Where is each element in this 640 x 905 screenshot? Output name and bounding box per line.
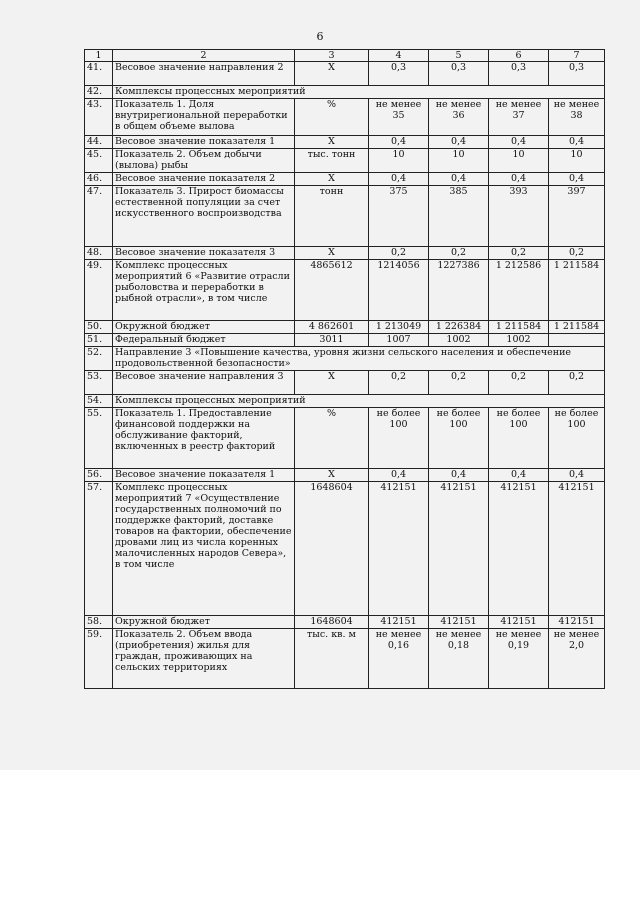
- value-cell: 1 211584: [549, 260, 605, 321]
- unit-cell: 1648604: [295, 616, 369, 629]
- value-cell: 1002: [489, 334, 549, 347]
- indicator-name: Показатель 2. Объем ввода (приобретения) жилья для граждан, проживающих на сельских территориях: [113, 629, 295, 689]
- unit-cell: %: [295, 408, 369, 469]
- unit-cell: тыс. кв. м: [295, 629, 369, 689]
- table-row: [85, 469, 605, 482]
- row-number: 56.: [85, 469, 113, 482]
- table-row: [85, 616, 605, 629]
- value-cell: 1 211584: [549, 321, 605, 334]
- value-cell: 412151: [549, 482, 605, 616]
- indicator-name: Комплекс процессных мероприятий 6 «Развитие отрасли рыболовства и переработки в рыбной отрасли», в том числе: [113, 260, 295, 321]
- table-row: [85, 99, 605, 136]
- row-number: 53.: [85, 371, 113, 395]
- indicator-name: Комплекс процессных мероприятий 7 «Осуществление государственных полномочий по поддержке факторий, доставке товаров на фактории, обеспечение дровами лиц из числа коренных малочисленных народов Севера», в том числе: [113, 482, 295, 616]
- value-cell: не более 100: [549, 408, 605, 469]
- unit-cell: 4 862601: [295, 321, 369, 334]
- value-cell: 10: [549, 149, 605, 173]
- section-title: Направление 3 «Повышение качества, уровня жизни сельского населения и обеспечение продовольственной безопасности»: [113, 347, 605, 371]
- value-cell: не менее 0,18: [429, 629, 489, 689]
- unit-cell: 1648604: [295, 482, 369, 616]
- section-title: Комплексы процессных мероприятий: [113, 395, 605, 408]
- value-cell: 0,4: [429, 173, 489, 186]
- value-cell: 1 226384: [429, 321, 489, 334]
- value-cell: 1 212586: [489, 260, 549, 321]
- unit-cell: Х: [295, 173, 369, 186]
- table-row: [85, 408, 605, 469]
- table-row: [85, 347, 605, 371]
- value-cell: 1214056: [369, 260, 429, 321]
- value-cell: 375: [369, 186, 429, 247]
- value-cell: 0,3: [369, 62, 429, 86]
- row-number: 51.: [85, 334, 113, 347]
- unit-cell: Х: [295, 136, 369, 149]
- value-cell: 397: [549, 186, 605, 247]
- indicator-name: Весовое значение показателя 2: [113, 173, 295, 186]
- value-cell: 0,4: [429, 136, 489, 149]
- value-cell: не менее 36: [429, 99, 489, 136]
- value-cell: 412151: [549, 616, 605, 629]
- value-cell: 0,2: [489, 247, 549, 260]
- table-row: [85, 260, 605, 321]
- value-cell: не менее 35: [369, 99, 429, 136]
- column-header: 1: [85, 50, 113, 62]
- indicator-name: Весовое значение показателя 3: [113, 247, 295, 260]
- indicator-name: Весовое значение показателя 1: [113, 136, 295, 149]
- table-row: [85, 371, 605, 395]
- row-number: 41.: [85, 62, 113, 86]
- table-row: [85, 334, 605, 347]
- column-header: 6: [489, 50, 549, 62]
- indicator-name: Окружной бюджет: [113, 321, 295, 334]
- indicators-table: [84, 49, 605, 689]
- value-cell: 1002: [429, 334, 489, 347]
- unit-cell: 4865612: [295, 260, 369, 321]
- value-cell: 0,4: [369, 469, 429, 482]
- value-cell: 10: [489, 149, 549, 173]
- value-cell: 0,2: [489, 371, 549, 395]
- section-title: Комплексы процессных мероприятий: [113, 86, 605, 99]
- unit-cell: Х: [295, 371, 369, 395]
- value-cell: 0,4: [549, 173, 605, 186]
- table-row: [85, 186, 605, 247]
- value-cell: 0,4: [369, 136, 429, 149]
- value-cell: 412151: [369, 616, 429, 629]
- table-row: [85, 62, 605, 86]
- indicator-name: Показатель 1. Предоставление финансовой поддержки на обслуживание факторий, включенных в реестр факторий: [113, 408, 295, 469]
- value-cell: 0,3: [429, 62, 489, 86]
- indicator-name: Показатель 1. Доля внутрирегиональной переработки в общем объеме вылова: [113, 99, 295, 136]
- value-cell: не менее 37: [489, 99, 549, 136]
- indicator-name: Федеральный бюджет: [113, 334, 295, 347]
- value-cell: 10: [369, 149, 429, 173]
- row-number: 58.: [85, 616, 113, 629]
- column-header: 5: [429, 50, 489, 62]
- row-number: 59.: [85, 629, 113, 689]
- value-cell: 1 211584: [489, 321, 549, 334]
- row-number: 46.: [85, 173, 113, 186]
- row-number: 42.: [85, 86, 113, 99]
- row-number: 52.: [85, 347, 113, 371]
- row-number: 47.: [85, 186, 113, 247]
- indicator-name: Окружной бюджет: [113, 616, 295, 629]
- value-cell: 0,2: [429, 371, 489, 395]
- value-cell: 0,3: [549, 62, 605, 86]
- value-cell: не менее 0,19: [489, 629, 549, 689]
- value-cell: 0,2: [369, 371, 429, 395]
- value-cell: 1 213049: [369, 321, 429, 334]
- row-number: 43.: [85, 99, 113, 136]
- value-cell: 0,2: [369, 247, 429, 260]
- page-number: 6: [316, 30, 324, 43]
- indicator-name: Показатель 3. Прирост биомассы естественной популяции за счет искусственного воспроизводства: [113, 186, 295, 247]
- table-row: [85, 173, 605, 186]
- value-cell: 412151: [369, 482, 429, 616]
- value-cell: 0,3: [489, 62, 549, 86]
- value-cell: не менее 38: [549, 99, 605, 136]
- unit-cell: Х: [295, 62, 369, 86]
- table-row: [85, 86, 605, 99]
- row-number: 49.: [85, 260, 113, 321]
- value-cell: 1007: [369, 334, 429, 347]
- row-number: 44.: [85, 136, 113, 149]
- value-cell: 0,2: [549, 371, 605, 395]
- unit-cell: %: [295, 99, 369, 136]
- value-cell: 412151: [489, 482, 549, 616]
- unit-cell: Х: [295, 247, 369, 260]
- column-header: 4: [369, 50, 429, 62]
- table-row: [85, 482, 605, 616]
- table-row: [85, 321, 605, 334]
- table-row: [85, 395, 605, 408]
- value-cell: 412151: [429, 482, 489, 616]
- value-cell: 10: [429, 149, 489, 173]
- value-cell: не более 100: [369, 408, 429, 469]
- value-cell: не менее 2,0: [549, 629, 605, 689]
- value-cell: 0,4: [489, 173, 549, 186]
- indicator-name: Весовое значение направления 3: [113, 371, 295, 395]
- table-row: [85, 136, 605, 149]
- value-cell: 0,2: [549, 247, 605, 260]
- indicator-name: Весовое значение показателя 1: [113, 469, 295, 482]
- indicator-name: Весовое значение направления 2: [113, 62, 295, 86]
- row-number: 50.: [85, 321, 113, 334]
- unit-cell: Х: [295, 469, 369, 482]
- value-cell: [549, 334, 605, 347]
- unit-cell: тонн: [295, 186, 369, 247]
- unit-cell: тыс. тонн: [295, 149, 369, 173]
- column-header: 2: [113, 50, 295, 62]
- table-row: [85, 247, 605, 260]
- value-cell: не более 100: [429, 408, 489, 469]
- value-cell: 1227386: [429, 260, 489, 321]
- row-number: 57.: [85, 482, 113, 616]
- value-cell: 0,4: [549, 469, 605, 482]
- value-cell: 0,4: [549, 136, 605, 149]
- value-cell: 0,4: [489, 136, 549, 149]
- value-cell: 0,2: [429, 247, 489, 260]
- row-number: 45.: [85, 149, 113, 173]
- unit-cell: 3011: [295, 334, 369, 347]
- row-number: 55.: [85, 408, 113, 469]
- table-row: [85, 149, 605, 173]
- value-cell: 0,4: [489, 469, 549, 482]
- indicator-name: Показатель 2. Объем добычи (вылова) рыбы: [113, 149, 295, 173]
- value-cell: 393: [489, 186, 549, 247]
- value-cell: 412151: [429, 616, 489, 629]
- value-cell: 412151: [489, 616, 549, 629]
- row-number: 48.: [85, 247, 113, 260]
- value-cell: 385: [429, 186, 489, 247]
- column-header: 3: [295, 50, 369, 62]
- table-row: [85, 629, 605, 689]
- value-cell: 0,4: [429, 469, 489, 482]
- value-cell: не менее 0,16: [369, 629, 429, 689]
- value-cell: 0,4: [369, 173, 429, 186]
- value-cell: не более 100: [489, 408, 549, 469]
- column-header: 7: [549, 50, 605, 62]
- header-row: [85, 50, 605, 62]
- row-number: 54.: [85, 395, 113, 408]
